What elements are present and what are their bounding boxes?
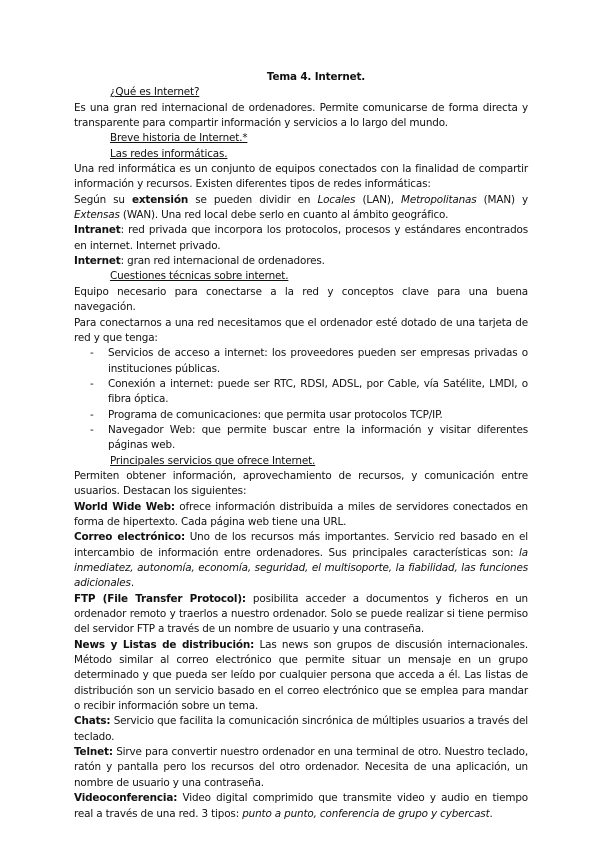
heading-principales-servicios: Principales servicios que ofrece Internet. — [110, 454, 316, 467]
paragraph-news — [74, 638, 528, 715]
tipos-italic: punto a punto, conferencia de grupo y cybercast — [242, 807, 490, 820]
paragraph-servicios-intro: Permiten obtener información, aprovechamiento de recursos, y comunicación entre usuarios. Destacan los siguientes: — [74, 469, 528, 498]
term-ftp: FTP (File Transfer Protocol): — [74, 592, 246, 605]
text: Sirve para convertir nuestro ordenador en una terminal de otro. Nuestro teclado, ratón y pantalla pero los recursos del otro ordenador. Necesita de una aplicación, un nombre de usuario y una contraseña. — [74, 746, 528, 789]
text: Según su — [74, 193, 132, 206]
text: . — [130, 577, 134, 590]
document-page — [74, 70, 528, 822]
heading-cuestiones-tecnicas: Cuestiones técnicas sobre internet. — [110, 270, 289, 283]
paragraph-intranet — [74, 223, 528, 254]
text: (WAN). Una red local debe serlo en cuanto al ámbito geográfico. — [119, 209, 449, 222]
requirements-list — [74, 346, 528, 453]
paragraph-internet — [74, 254, 528, 269]
text: Video digital comprimido que transmite video y audio en tiempo real a través de una red. 3 tipos: — [74, 792, 528, 820]
text: Servicio que facilita la comunicación sincrónica de múltiples usuarios a través del teclado. — [74, 715, 528, 743]
term-extensas: Extensas — [74, 209, 120, 222]
term-telnet: Telnet: — [74, 746, 113, 759]
term-news: News y Listas de distribución: — [74, 638, 255, 651]
term-intranet: Intranet — [74, 224, 121, 237]
paragraph-chats — [74, 714, 528, 745]
term-metropolitanas: Metropolitanas — [401, 193, 477, 206]
text: : red privada que incorpora los protocolos, procesos y estándares encontrados en internet. Internet privado. — [74, 224, 528, 252]
term-internet: Internet — [74, 255, 121, 268]
term-correo: Correo electrónico: — [74, 531, 185, 544]
text: Las news son grupos de discusión internacionales. Método similar al correo electrónico que permite situar un mensaje en un grupo determinado y que pueda ser leído por cualquier persona que acceda a él. Las listas de distribución son un servicio basado en el correo electrónico que se emplea para mandar o recibir información sobre un tema. — [74, 638, 528, 713]
list-item: - Navegador Web: que permite buscar entre la información y visitar diferentes páginas web. — [74, 423, 528, 454]
text: (MAN) y — [476, 193, 528, 206]
paragraph-definition: Es una gran red internacional de ordenadores. Permite comunicarse de forma directa y transparente para compartir información y servicios a lo largo del mundo. — [74, 101, 528, 130]
heading-breve-historia: Breve historia de Internet.* — [110, 132, 248, 145]
text: ofrece información distribuida a miles de servidores conectados en forma de hipertexto. Cada página web tiene una URL. — [74, 500, 528, 528]
term-videoconferencia: Videoconferencia: — [74, 792, 178, 805]
paragraph-equipo: Equipo necesario para conectarse a la red y conceptos clave para una buena navegación. — [74, 285, 528, 314]
text: . — [489, 807, 493, 820]
list-item: - Servicios de acceso a internet: los proveedores pueden ser empresas privadas o instituciones públicas. — [74, 346, 528, 377]
paragraph-extension — [74, 193, 528, 224]
heading-que-es-internet: ¿Qué es Internet? — [110, 86, 200, 99]
paragraph-ftp — [74, 592, 528, 638]
text: Uno de los recursos más importantes. Servicio red basado en el intercambio de información entre ordenadores. Sus principales características son: — [74, 531, 528, 559]
document-title: Tema 4. Internet. — [266, 71, 366, 83]
term-extension: extensión — [131, 193, 189, 206]
paragraph-videoconferencia — [74, 791, 528, 822]
term-chats: Chats: — [74, 715, 111, 728]
paragraph-telnet — [74, 745, 528, 791]
paragraph-www — [74, 500, 528, 531]
text: (LAN), — [355, 193, 402, 206]
paragraph-red-informatica: Una red informática es un conjunto de equipos conectados con la finalidad de compartir información y recursos. Existen diferentes tipos de redes informáticas: — [74, 163, 528, 191]
text: se pueden dividir en — [188, 193, 318, 206]
term-locales: Locales — [317, 193, 356, 206]
heading-redes-informaticas: Las redes informáticas. — [110, 147, 228, 160]
term-www: World Wide Web: — [74, 500, 175, 513]
text: posibilita acceder a documentos y ficheros en un ordenador remoto y traerlos a nuestro ordenador. Solo se puede realizar si tiene permiso del servidor FTP a través de un nombre de usuario y una contraseña. — [74, 592, 528, 636]
caracteristicas-italic: la inmediatez, autonomía, economía, seguridad, el multisoporte, la fiabilidad, las funciones adicionales — [74, 546, 528, 590]
paragraph-correo — [74, 530, 528, 591]
paragraph-conectarnos: Para conectarnos a una red necesitamos que el ordenador esté dotado de una tarjeta de red y que tenga: — [74, 316, 528, 344]
text: : gran red internacional de ordenadores. — [120, 255, 325, 268]
list-item: - Programa de comunicaciones: que permita usar protocolos TCP/IP. — [74, 408, 528, 423]
list-item: - Conexión a internet: puede ser RTC, RDSI, ADSL, por Cable, vía Satélite, LMDI, o fibra óptica. — [74, 377, 528, 408]
